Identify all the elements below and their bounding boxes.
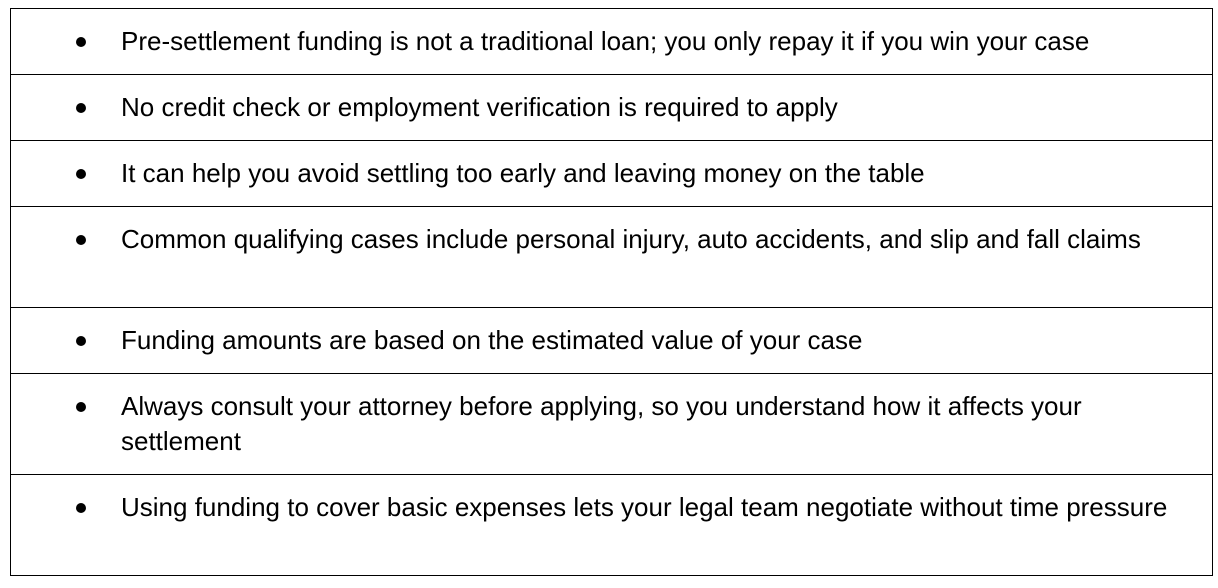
list-item-text: Pre-settlement funding is not a traditional loan; you only repay it if you win your case: [121, 26, 1090, 56]
bullet-list-table: [10, 8, 1213, 576]
list-item: [11, 75, 1213, 141]
list-item: [11, 9, 1213, 75]
list-cell: [11, 75, 1213, 141]
bullet-icon: [76, 169, 86, 179]
list-item: [11, 475, 1213, 576]
list-item: [11, 308, 1213, 374]
bullet-icon: [76, 402, 86, 412]
bullet-icon: [76, 103, 86, 113]
bullet-icon: [76, 37, 86, 47]
list-item-text: No credit check or employment verification is required to apply: [121, 92, 838, 122]
list-item: [11, 207, 1213, 308]
list-item-text: Using funding to cover basic expenses lets your legal team negotiate without time pressure: [121, 492, 1168, 522]
list-item-text: It can help you avoid settling too early and leaving money on the table: [121, 158, 925, 188]
list-item: [11, 374, 1213, 475]
list-cell: [11, 308, 1213, 374]
list-item-text: Funding amounts are based on the estimated value of your case: [121, 325, 863, 355]
list-item-text: Always consult your attorney before applying, so you understand how it affects your settlement: [121, 391, 1082, 456]
bullet-icon: [76, 235, 86, 245]
list-cell: [11, 9, 1213, 75]
bullet-icon: [76, 336, 86, 346]
bullet-icon: [76, 503, 86, 513]
list-cell: [11, 141, 1213, 207]
list-cell: [11, 207, 1213, 308]
list-cell: [11, 475, 1213, 576]
list-cell: [11, 374, 1213, 475]
list-item-text: Common qualifying cases include personal injury, auto accidents, and slip and fall claims: [121, 224, 1141, 254]
list-item: [11, 141, 1213, 207]
